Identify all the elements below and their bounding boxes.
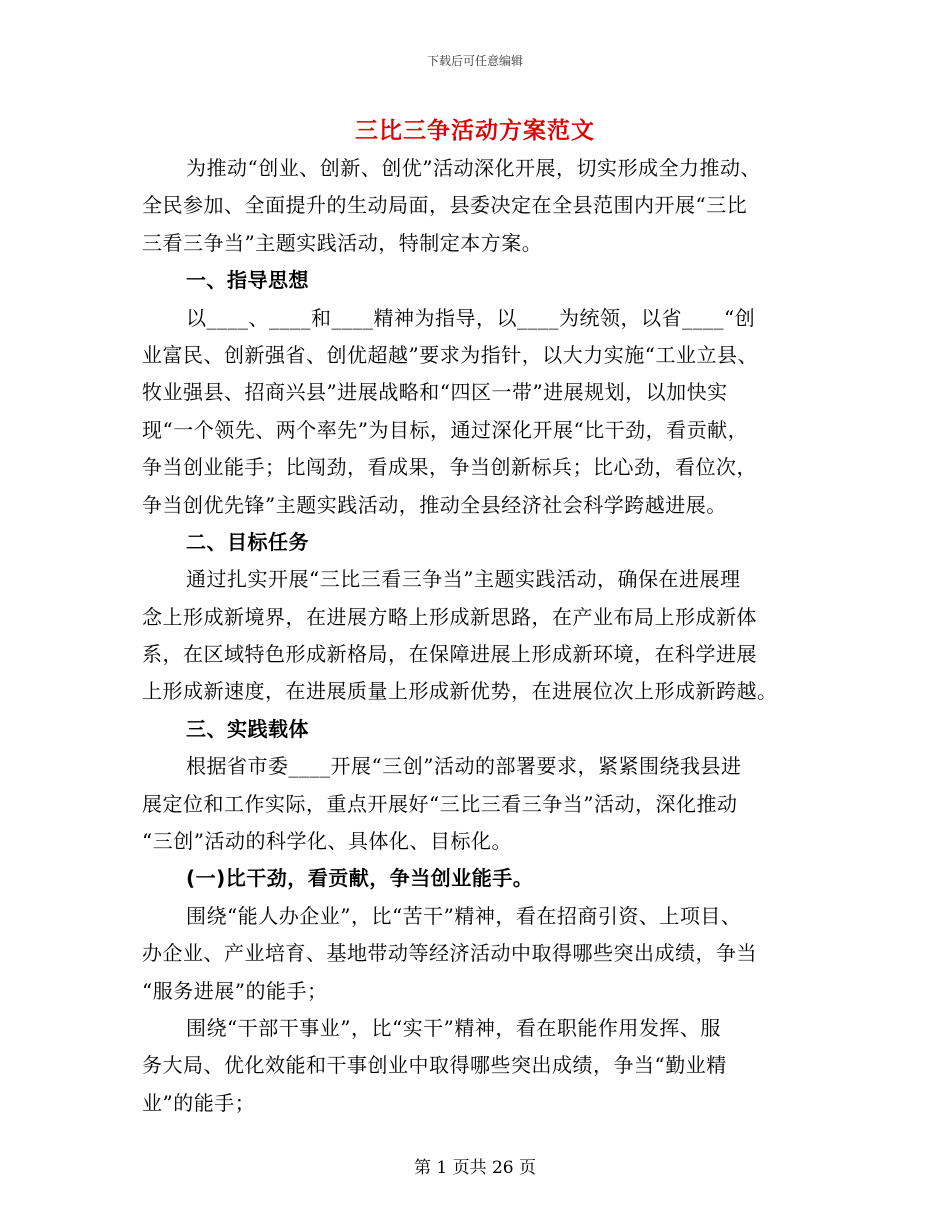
paragraph-line: 业”的能手；: [142, 1090, 256, 1115]
paragraph-line: 牧业强县、招商兴县”进展战略和“四区一带”进展规划，以加快实: [142, 380, 728, 405]
paragraph-line: 围绕“干部干事业”，比“实干”精神，看在职能作用发挥、服: [186, 1015, 721, 1040]
paragraph-line: 系，在区域特色形成新格局，在保障进展上形成新环境，在科学进展: [142, 642, 757, 667]
paragraph-line: 围绕“能人办企业”，比“苦干”精神，看在招商引资、上项目、: [186, 903, 742, 928]
paragraph-line: “服务进展”的能手；: [142, 978, 328, 1003]
paragraph-line: 三看三争当”主题实践活动，特制定本方案。: [142, 230, 543, 255]
paragraph-line: 通过扎实开展“三比三看三争当”主题实践活动，确保在进展理: [186, 567, 741, 592]
paragraph-line: 念上形成新境界，在进展方略上形成新思路，在产业布局上形成新体: [142, 604, 757, 629]
paragraph-line: 展定位和工作实际，重点开展好“三比三看三争当”活动，深化推动: [142, 791, 738, 816]
paragraph-line: 以____、____和____精神为指导，以____为统领，以省____“创: [186, 305, 756, 330]
section-heading: 一、指导思想: [186, 268, 309, 293]
paragraph-line: 办企业、产业培育、基地带动等经济活动中取得哪些突出成绩，争当: [142, 941, 757, 966]
paragraph-line: 业富民、创新强省、创优超越”要求为指针，以大力实施“工业立县、: [142, 342, 758, 367]
section-heading: 二、目标任务: [186, 529, 309, 554]
paragraph-line: “三创”活动的科学化、具体化、目标化。: [142, 829, 512, 854]
paragraph-line: 争当创业能手；比闯劲，看成果，争当创新标兵；比心劲，看位次，: [142, 455, 757, 480]
paragraph-line: 全民参加、全面提升的生动局面，县委决定在全县范围内开展“三比: [142, 193, 748, 218]
paragraph-line: 现“一个领先、两个率先”为目标，通过深化开展“比干劲，看贡献，: [142, 417, 749, 442]
section-heading: (一)比干劲，看贡献，争当创业能手。: [186, 866, 534, 891]
paragraph-line: 为推动“创业、创新、创优”活动深化开展，切实形成全力推动、: [186, 156, 761, 180]
paragraph-line: 争当创优先锋”主题实践活动，推动全县经济社会科学跨越进展。: [142, 492, 727, 517]
document-body: [142, 150, 812, 1122]
paragraph-line: 根据省市委____开展“三创”活动的部署要求，紧紧围绕我县进: [186, 754, 742, 779]
document-title: 三比三争活动方案范文: [355, 118, 595, 144]
page-header-note: 下载后可任意编辑: [426, 54, 523, 68]
section-heading: 三、实践载体: [186, 716, 309, 741]
paragraph-line: 务大局、优化效能和干事创业中取得哪些突出成绩，争当“勤业精: [142, 1053, 727, 1078]
paragraph-line: 上形成新速度，在进展质量上形成新优势，在进展位次上形成新跨越。: [142, 679, 778, 704]
page-number-footer: 第 1 页共 26 页: [413, 1158, 537, 1178]
